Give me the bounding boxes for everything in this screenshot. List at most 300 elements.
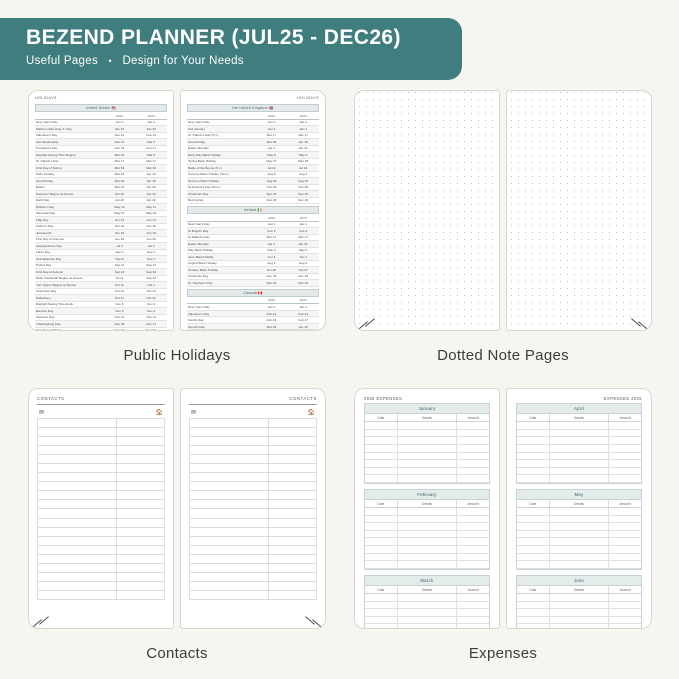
holiday-name: Summer Bank Holiday (Scot.) xyxy=(187,171,256,178)
contact-row[interactable] xyxy=(190,491,317,500)
holiday-name: Halloween xyxy=(35,295,104,302)
expense-row[interactable] xyxy=(517,444,641,452)
contact-row[interactable] xyxy=(190,527,317,536)
contact-row[interactable] xyxy=(190,436,317,445)
expense-cell[interactable] xyxy=(517,523,549,531)
expense-cell[interactable] xyxy=(609,429,641,437)
expense-row[interactable] xyxy=(365,523,489,531)
contact-name-cell[interactable] xyxy=(38,491,117,500)
expense-cell[interactable] xyxy=(609,538,641,546)
expense-cell[interactable] xyxy=(457,601,489,609)
contact-name-cell[interactable] xyxy=(190,436,269,445)
expense-cell[interactable] xyxy=(549,467,609,475)
expense-cell[interactable] xyxy=(609,460,641,468)
expense-cell[interactable] xyxy=(365,553,397,561)
contact-name-cell[interactable] xyxy=(38,536,117,545)
contact-name-cell[interactable] xyxy=(190,536,269,545)
expense-cell[interactable] xyxy=(609,601,641,609)
expense-row[interactable] xyxy=(365,429,489,437)
holiday-date: Mar 31 xyxy=(104,184,136,191)
expense-row[interactable] xyxy=(517,437,641,445)
expense-row[interactable] xyxy=(365,452,489,460)
expense-cell[interactable] xyxy=(365,467,397,475)
expense-row[interactable] xyxy=(517,452,641,460)
contact-info-cell[interactable] xyxy=(116,427,164,436)
contact-row[interactable] xyxy=(190,500,317,509)
expense-cell[interactable] xyxy=(549,616,609,624)
contact-name-cell[interactable] xyxy=(38,436,117,445)
contact-info-cell[interactable] xyxy=(116,545,164,554)
expense-cell[interactable] xyxy=(457,530,489,538)
expense-cell[interactable] xyxy=(365,422,397,430)
expense-row[interactable] xyxy=(517,422,641,430)
contact-name-cell[interactable] xyxy=(190,500,269,509)
contact-name-cell[interactable] xyxy=(38,564,117,573)
contact-row[interactable] xyxy=(38,473,165,482)
contact-info-cell[interactable] xyxy=(116,418,164,427)
contact-info-cell[interactable] xyxy=(268,518,316,527)
expense-cell[interactable] xyxy=(517,593,549,601)
contact-info-cell[interactable] xyxy=(116,582,164,591)
expense-cell[interactable] xyxy=(397,593,457,601)
expense-cell[interactable] xyxy=(457,616,489,624)
expense-cell[interactable] xyxy=(365,624,397,629)
contact-row[interactable] xyxy=(38,454,165,463)
expense-cell[interactable] xyxy=(397,624,457,629)
expense-cell[interactable] xyxy=(517,508,549,516)
expense-cell[interactable] xyxy=(517,515,549,523)
expense-row[interactable] xyxy=(365,530,489,538)
contact-info-cell[interactable] xyxy=(268,554,316,563)
expense-cell[interactable] xyxy=(365,444,397,452)
expense-cell[interactable] xyxy=(457,508,489,516)
expense-cell[interactable] xyxy=(609,624,641,629)
contact-row[interactable] xyxy=(38,445,165,454)
contact-name-cell[interactable] xyxy=(38,463,117,472)
contact-row[interactable] xyxy=(190,591,317,600)
expense-cell[interactable] xyxy=(609,475,641,483)
contact-name-cell[interactable] xyxy=(38,527,117,536)
contact-info-cell[interactable] xyxy=(116,554,164,563)
expense-cell[interactable] xyxy=(549,553,609,561)
expense-cell[interactable] xyxy=(457,553,489,561)
contact-row[interactable] xyxy=(190,545,317,554)
contact-row[interactable] xyxy=(190,509,317,518)
expense-row[interactable] xyxy=(365,437,489,445)
contact-info-cell[interactable] xyxy=(268,564,316,573)
contact-name-cell[interactable] xyxy=(190,527,269,536)
contact-name-cell[interactable] xyxy=(38,554,117,563)
expense-cell[interactable] xyxy=(397,609,457,617)
expense-cell[interactable] xyxy=(457,444,489,452)
expense-cell[interactable] xyxy=(549,515,609,523)
expense-cell[interactable] xyxy=(397,444,457,452)
contact-name-cell[interactable] xyxy=(190,473,269,482)
expense-cell[interactable] xyxy=(365,616,397,624)
expense-cell[interactable] xyxy=(397,523,457,531)
expense-cell[interactable] xyxy=(397,429,457,437)
contact-info-cell[interactable] xyxy=(268,436,316,445)
expense-cell[interactable] xyxy=(397,561,457,569)
expense-cell[interactable] xyxy=(397,475,457,483)
contact-info-cell[interactable] xyxy=(268,500,316,509)
contact-name-cell[interactable] xyxy=(190,491,269,500)
contact-row[interactable] xyxy=(190,454,317,463)
holiday-date: Nov 27 xyxy=(135,321,167,328)
expense-cell[interactable] xyxy=(517,460,549,468)
contact-info-cell[interactable] xyxy=(268,527,316,536)
expense-cell[interactable] xyxy=(457,593,489,601)
expense-row[interactable] xyxy=(517,601,641,609)
expense-row[interactable] xyxy=(365,422,489,430)
expense-row[interactable] xyxy=(517,561,641,569)
contact-info-cell[interactable] xyxy=(268,545,316,554)
expense-cell[interactable] xyxy=(397,601,457,609)
holiday-name: First Day of Autumn xyxy=(35,269,104,276)
expense-cell[interactable] xyxy=(457,429,489,437)
contact-name-cell[interactable] xyxy=(38,454,117,463)
expense-row[interactable] xyxy=(517,538,641,546)
contact-name-cell[interactable] xyxy=(38,573,117,582)
holiday-name: Battle of the Boyne (N.I.) xyxy=(187,165,256,172)
expense-cell[interactable] xyxy=(549,593,609,601)
expense-cell[interactable] xyxy=(397,515,457,523)
expense-cell[interactable] xyxy=(365,530,397,538)
expense-cell[interactable] xyxy=(517,538,549,546)
expense-cell[interactable] xyxy=(517,601,549,609)
contact-name-cell[interactable] xyxy=(38,500,117,509)
expense-cell[interactable] xyxy=(365,546,397,554)
expense-row[interactable] xyxy=(365,538,489,546)
contact-info-cell[interactable] xyxy=(116,436,164,445)
expense-cell[interactable] xyxy=(517,609,549,617)
expense-cell[interactable] xyxy=(365,452,397,460)
expense-cell[interactable] xyxy=(549,508,609,516)
expense-cell[interactable] xyxy=(549,444,609,452)
expense-cell[interactable] xyxy=(457,467,489,475)
contact-row[interactable] xyxy=(190,564,317,573)
contact-row[interactable] xyxy=(38,573,165,582)
expense-cell[interactable] xyxy=(397,460,457,468)
expense-cell[interactable] xyxy=(457,460,489,468)
contact-info-cell[interactable] xyxy=(116,518,164,527)
contact-info-cell[interactable] xyxy=(268,509,316,518)
expense-cell[interactable] xyxy=(549,475,609,483)
expense-cell[interactable] xyxy=(517,429,549,437)
expense-row[interactable] xyxy=(517,508,641,516)
holiday-date: Dec 25 xyxy=(287,191,319,198)
holiday-date: Feb 14 xyxy=(287,310,319,317)
contact-name-cell[interactable] xyxy=(190,582,269,591)
contact-name-cell[interactable] xyxy=(190,573,269,582)
expense-cell[interactable] xyxy=(549,601,609,609)
contact-name-cell[interactable] xyxy=(190,427,269,436)
expense-cell[interactable] xyxy=(549,624,609,629)
expense-cell[interactable] xyxy=(397,508,457,516)
contact-row[interactable] xyxy=(190,573,317,582)
expense-cell[interactable] xyxy=(457,561,489,569)
contact-name-cell[interactable] xyxy=(190,454,269,463)
contact-info-cell[interactable] xyxy=(116,536,164,545)
contact-info-cell[interactable] xyxy=(268,418,316,427)
expense-row[interactable] xyxy=(365,460,489,468)
expense-cell[interactable] xyxy=(365,475,397,483)
expense-cell[interactable] xyxy=(517,437,549,445)
contact-name-cell[interactable] xyxy=(38,509,117,518)
expense-cell[interactable] xyxy=(609,508,641,516)
expense-cell[interactable] xyxy=(457,475,489,483)
expense-cell[interactable] xyxy=(517,624,549,629)
expense-row[interactable] xyxy=(365,593,489,601)
expense-row[interactable] xyxy=(365,561,489,569)
expense-row[interactable] xyxy=(517,429,641,437)
contact-row[interactable] xyxy=(190,518,317,527)
expense-cell[interactable] xyxy=(549,452,609,460)
expense-cell[interactable] xyxy=(609,593,641,601)
contact-row[interactable] xyxy=(190,463,317,472)
expense-row[interactable] xyxy=(365,624,489,629)
expense-cell[interactable] xyxy=(457,452,489,460)
expense-cell[interactable] xyxy=(609,553,641,561)
contact-row[interactable] xyxy=(38,527,165,536)
expense-cell[interactable] xyxy=(609,616,641,624)
expense-cell[interactable] xyxy=(457,609,489,617)
expense-row[interactable] xyxy=(365,515,489,523)
contact-row[interactable] xyxy=(190,445,317,454)
contact-info-cell[interactable] xyxy=(116,573,164,582)
contact-name-cell[interactable] xyxy=(38,427,117,436)
expense-cell[interactable] xyxy=(549,530,609,538)
expense-cell[interactable] xyxy=(365,523,397,531)
contact-row[interactable] xyxy=(38,509,165,518)
expense-cell[interactable] xyxy=(365,515,397,523)
contact-row[interactable] xyxy=(190,427,317,436)
expense-row[interactable] xyxy=(517,530,641,538)
expense-row[interactable] xyxy=(517,609,641,617)
expense-row[interactable] xyxy=(365,616,489,624)
contact-name-cell[interactable] xyxy=(190,554,269,563)
holiday-date: Jun 14 xyxy=(104,217,136,224)
contact-info-cell[interactable] xyxy=(116,454,164,463)
contact-info-cell[interactable] xyxy=(116,527,164,536)
contact-row[interactable] xyxy=(190,473,317,482)
expense-cell[interactable] xyxy=(609,437,641,445)
contact-name-cell[interactable] xyxy=(38,418,117,427)
contact-row[interactable] xyxy=(190,482,317,491)
expense-cell[interactable] xyxy=(457,538,489,546)
expense-cell[interactable] xyxy=(397,538,457,546)
contact-row[interactable] xyxy=(38,418,165,427)
contact-row[interactable] xyxy=(38,427,165,436)
expense-cell[interactable] xyxy=(365,508,397,516)
expense-cell[interactable] xyxy=(609,561,641,569)
expense-cell[interactable] xyxy=(517,616,549,624)
contact-info-cell[interactable] xyxy=(268,536,316,545)
contact-row[interactable] xyxy=(190,418,317,427)
expense-cell[interactable] xyxy=(549,538,609,546)
expense-cell[interactable] xyxy=(609,467,641,475)
contact-info-cell[interactable] xyxy=(116,473,164,482)
expense-cell[interactable] xyxy=(397,553,457,561)
expense-row[interactable] xyxy=(365,553,489,561)
contact-name-cell[interactable] xyxy=(38,482,117,491)
contact-info-cell[interactable] xyxy=(268,491,316,500)
contact-info-cell[interactable] xyxy=(116,482,164,491)
contact-row[interactable] xyxy=(38,545,165,554)
contact-info-cell[interactable] xyxy=(116,463,164,472)
contact-row[interactable] xyxy=(38,500,165,509)
contact-row[interactable] xyxy=(38,491,165,500)
expense-cell[interactable] xyxy=(457,422,489,430)
expense-row[interactable] xyxy=(517,624,641,629)
expense-cell[interactable] xyxy=(517,475,549,483)
expense-cell[interactable] xyxy=(549,609,609,617)
contact-row[interactable] xyxy=(38,482,165,491)
contact-info-cell[interactable] xyxy=(116,591,164,600)
expense-cell[interactable] xyxy=(397,530,457,538)
expense-cell[interactable] xyxy=(397,422,457,430)
contact-name-cell[interactable] xyxy=(38,545,117,554)
expense-cell[interactable] xyxy=(365,538,397,546)
contact-name-cell[interactable] xyxy=(190,463,269,472)
expense-cell[interactable] xyxy=(517,467,549,475)
expense-cell[interactable] xyxy=(365,561,397,569)
contact-info-cell[interactable] xyxy=(268,582,316,591)
holiday-date: Mar 17 xyxy=(256,132,288,139)
contact-row[interactable] xyxy=(38,536,165,545)
contact-info-cell[interactable] xyxy=(268,454,316,463)
expense-cell[interactable] xyxy=(609,609,641,617)
expense-cell[interactable] xyxy=(517,546,549,554)
expense-cell[interactable] xyxy=(609,523,641,531)
expense-row[interactable] xyxy=(365,508,489,516)
contact-name-cell[interactable] xyxy=(190,418,269,427)
expense-cell[interactable] xyxy=(549,437,609,445)
expense-row[interactable] xyxy=(517,546,641,554)
expense-row[interactable] xyxy=(517,593,641,601)
contact-info-cell[interactable] xyxy=(116,445,164,454)
expense-row[interactable] xyxy=(517,553,641,561)
contact-row[interactable] xyxy=(190,582,317,591)
contact-row[interactable] xyxy=(38,463,165,472)
expense-cell[interactable] xyxy=(517,530,549,538)
expense-row[interactable] xyxy=(517,460,641,468)
contact-row[interactable] xyxy=(38,564,165,573)
contact-name-cell[interactable] xyxy=(190,445,269,454)
holidays-table xyxy=(187,215,319,287)
expense-cell[interactable] xyxy=(549,460,609,468)
contact-row[interactable] xyxy=(38,591,165,600)
expense-row[interactable] xyxy=(517,616,641,624)
expense-row[interactable] xyxy=(517,523,641,531)
expense-cell[interactable] xyxy=(517,561,549,569)
contact-name-cell[interactable] xyxy=(38,582,117,591)
expense-row[interactable] xyxy=(365,444,489,452)
expense-cell[interactable] xyxy=(457,624,489,629)
expense-cell[interactable] xyxy=(609,530,641,538)
expense-row[interactable] xyxy=(365,475,489,483)
expense-cell[interactable] xyxy=(549,546,609,554)
contact-row[interactable] xyxy=(190,554,317,563)
contact-row[interactable] xyxy=(38,436,165,445)
expense-row[interactable] xyxy=(365,467,489,475)
expense-row[interactable] xyxy=(365,609,489,617)
contact-info-cell[interactable] xyxy=(116,500,164,509)
expense-cell[interactable] xyxy=(609,452,641,460)
expense-cell[interactable] xyxy=(517,422,549,430)
contact-name-cell[interactable] xyxy=(190,509,269,518)
expense-cell[interactable] xyxy=(517,444,549,452)
expense-cell[interactable] xyxy=(549,561,609,569)
contact-name-cell[interactable] xyxy=(190,518,269,527)
expense-cell[interactable] xyxy=(365,593,397,601)
contact-name-cell[interactable] xyxy=(190,564,269,573)
expense-cell[interactable] xyxy=(365,601,397,609)
contact-info-cell[interactable] xyxy=(116,564,164,573)
contact-info-cell[interactable] xyxy=(116,491,164,500)
contact-info-cell[interactable] xyxy=(268,445,316,454)
contact-name-cell[interactable] xyxy=(190,482,269,491)
contact-info-cell[interactable] xyxy=(268,591,316,600)
contact-name-cell[interactable] xyxy=(190,545,269,554)
expense-cell[interactable] xyxy=(609,546,641,554)
expense-cell[interactable] xyxy=(397,452,457,460)
expense-row[interactable] xyxy=(517,515,641,523)
expense-cell[interactable] xyxy=(457,523,489,531)
expense-cell[interactable] xyxy=(517,553,549,561)
expense-cell[interactable] xyxy=(365,609,397,617)
expense-cell[interactable] xyxy=(397,467,457,475)
expense-cell[interactable] xyxy=(397,546,457,554)
expense-cell[interactable] xyxy=(397,616,457,624)
expense-cell[interactable] xyxy=(457,437,489,445)
contact-info-cell[interactable] xyxy=(116,509,164,518)
contact-row[interactable] xyxy=(190,536,317,545)
expense-cell[interactable] xyxy=(397,437,457,445)
contact-name-cell[interactable] xyxy=(38,591,117,600)
expense-cell[interactable] xyxy=(457,515,489,523)
contact-info-cell[interactable] xyxy=(268,573,316,582)
expense-cell[interactable] xyxy=(365,460,397,468)
expense-cell[interactable] xyxy=(549,523,609,531)
expense-cell[interactable] xyxy=(365,429,397,437)
expense-cell[interactable] xyxy=(549,429,609,437)
contact-info-cell[interactable] xyxy=(268,427,316,436)
contact-name-cell[interactable] xyxy=(38,473,117,482)
expense-cell[interactable] xyxy=(609,515,641,523)
contact-row[interactable] xyxy=(38,582,165,591)
caption-contacts: Contacts xyxy=(146,645,208,662)
contact-name-cell[interactable] xyxy=(190,591,269,600)
expense-row[interactable] xyxy=(365,546,489,554)
expense-cell[interactable] xyxy=(457,546,489,554)
expense-row[interactable] xyxy=(517,467,641,475)
contact-name-cell[interactable] xyxy=(38,518,117,527)
contact-row[interactable] xyxy=(38,554,165,563)
expense-cell[interactable] xyxy=(609,444,641,452)
contact-name-cell[interactable] xyxy=(38,445,117,454)
expense-cell[interactable] xyxy=(365,437,397,445)
contact-info-cell[interactable] xyxy=(268,482,316,491)
expense-cell[interactable] xyxy=(549,422,609,430)
contact-info-cell[interactable] xyxy=(268,473,316,482)
contact-row[interactable] xyxy=(38,518,165,527)
expense-cell[interactable] xyxy=(609,422,641,430)
expense-row[interactable] xyxy=(517,475,641,483)
expense-cell[interactable] xyxy=(517,452,549,460)
contact-info-cell[interactable] xyxy=(268,463,316,472)
expense-row[interactable] xyxy=(365,601,489,609)
